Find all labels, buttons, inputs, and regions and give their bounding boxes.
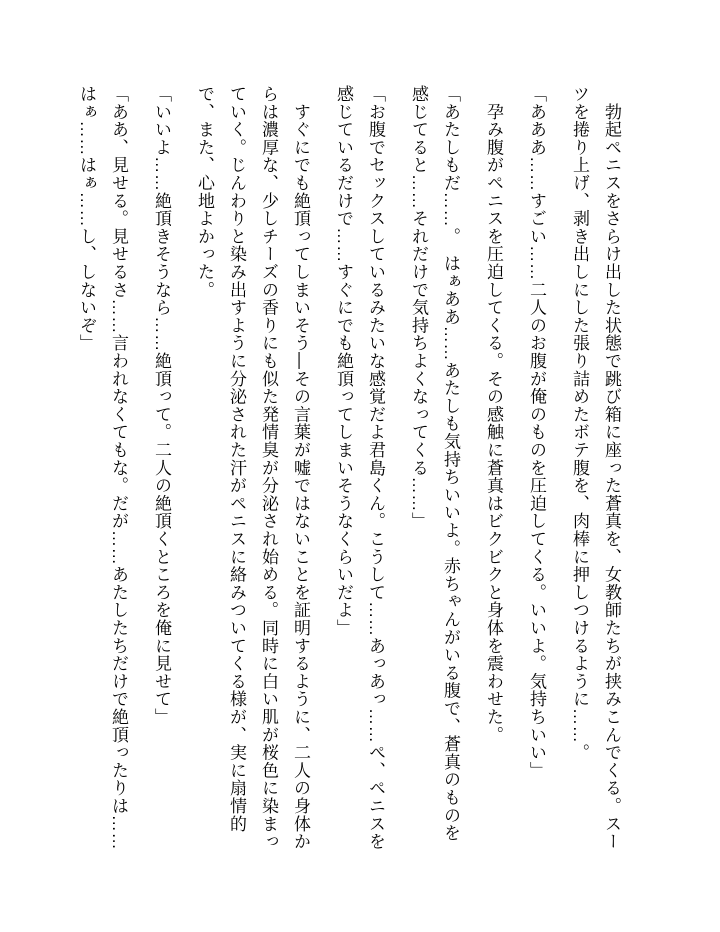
paragraph-4: 「あたしもだ……。 はぁああ……あたしも気持ちいいよ。赤ちゃんがいる腹で、蒼真のものを感じてると……それだけで気持ちよくなってくる……」 [409,85,460,842]
paragraph-7: 「いいよ……絶頂きそうなら……絶頂って。二人の絶頂くところを俺に見せて」 [152,85,171,726]
paragraph-2: 「あああ……すごい……二人のお腹が俺のものを圧迫してくる。いいよ。気持ちいい」 [527,85,546,780]
paragraph-8: 「ああ、見せる。見せるさ……言われなくてもな。だが……あたしたちだけで絶頂ったりは……はぁ……はぁ……し、しないぞ」 [77,85,128,851]
paragraph-3: 孕み腹がペニスを圧迫してくる。その感触に蒼真はビクビクと身体を震わせた。 [484,85,503,744]
paragraph-1: 勃起ペニスをさらけ出した状態で跳び箱に座った蒼真を、女教師たちが挟みこんでくる。スーツを捲り上げ、剥き出しにした張り詰めたボテ腹を、肉棒に押しつけるように……。 [570,85,621,851]
paragraph-6: すぐにでも絶頂ってしまいそう―その言葉が嘘ではないことを証明するように、二人の身体からは濃厚な、少しチーズの香りにも似た発情臭が分泌され始める。同時に白い肌が桜色に染まっていく。じんわりと染み出すように分泌された汗がペニスに絡みついてくる様が、実に扇情的で、また、心地よかった。 [195,85,310,851]
paragraph-5: 「お腹でセックスしているみたいな感覚だよ君島くん。こうして……あっあっ……ぺ、ペニスを感じているだけで……すぐにでも絶頂ってしまいそうなくらいだよ」 [334,85,385,851]
vertical-text-block [70,85,627,851]
